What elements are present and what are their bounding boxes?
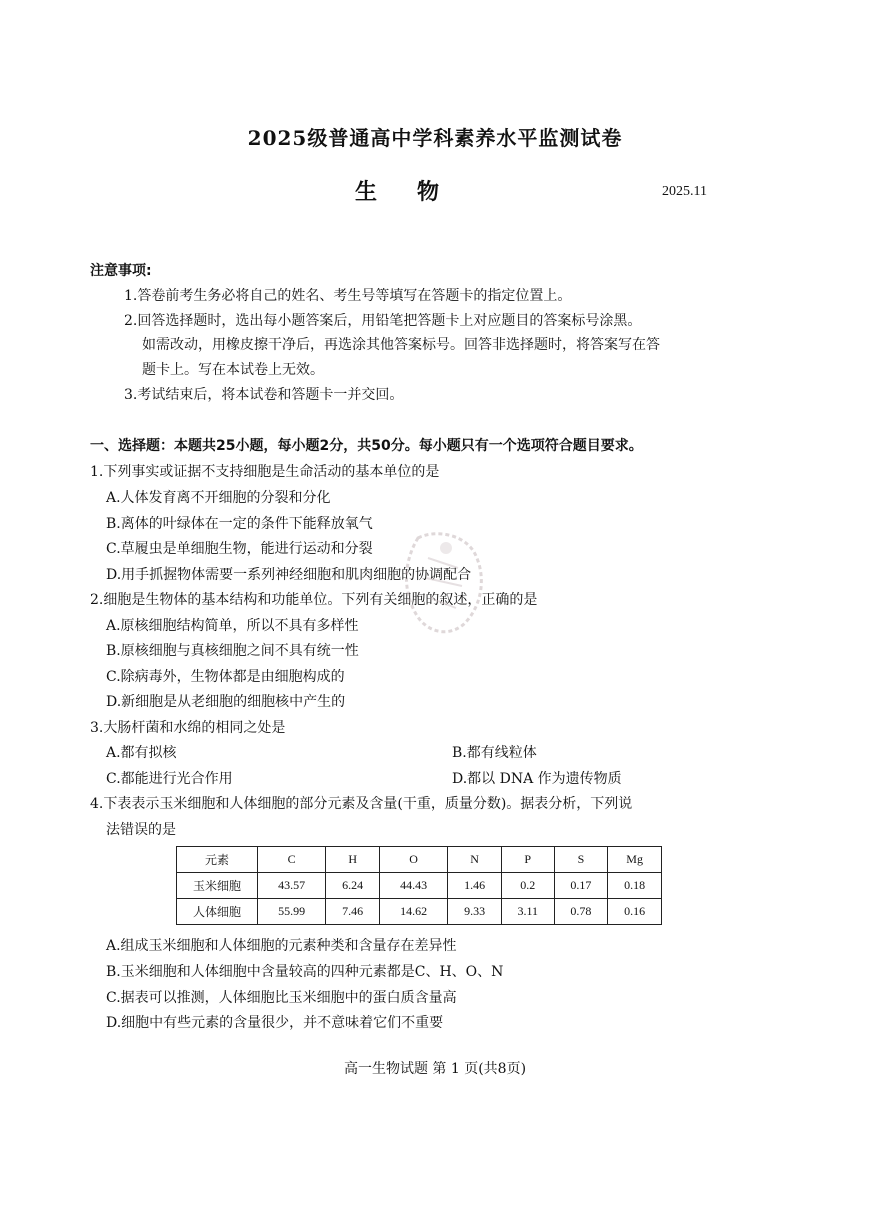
- table-cell: 人体细胞: [177, 899, 258, 925]
- section-heading: 一、选择题：本题共25小题，每小题2分，共50分。每小题只有一个选项符合题目要求。: [90, 438, 643, 454]
- question-option: D.用手抓握物体需要一系列神经细胞和肌肉细胞的协调配合: [106, 567, 472, 583]
- question-stem: 1.下列事实或证据不支持细胞是生命活动的基本单位的是: [90, 464, 440, 480]
- question-option: A.组成玉米细胞和人体细胞的元素种类和含量存在差异性: [106, 938, 457, 954]
- question-option: B.原核细胞与真核细胞之间不具有统一性: [106, 643, 359, 659]
- exam-title: 2025级普通高中学科素养水平监测试卷: [247, 126, 623, 150]
- question-option: C.除病毒外，生物体都是由细胞构成的: [106, 669, 345, 685]
- question-option: C.草履虫是单细胞生物，能进行运动和分裂: [106, 541, 373, 557]
- exam-date: 2025.11: [662, 184, 707, 199]
- question-option: B.都有线粒体: [452, 745, 537, 761]
- table-cell: 3.11: [501, 899, 554, 925]
- table-header-cell: 元素: [177, 847, 258, 873]
- notice-line: 2.回答选择题时，选出每小题答案后，用铅笔把答题卡上对应题目的答案标号涂黑。: [124, 313, 642, 329]
- question-option: C.据表可以推测，人体细胞比玉米细胞中的蛋白质含量高: [106, 990, 457, 1006]
- table-cell: 44.43: [379, 873, 447, 899]
- question-stem: 4.下表表示玉米细胞和人体细胞的部分元素及含量(干重，质量分数)。据表分析，下列说: [90, 796, 633, 812]
- watermark-stamp: [398, 528, 490, 640]
- notice-line: 如需改动，用橡皮擦干净后，再选涂其他答案标号。回答非选择题时，将答案写在答: [142, 337, 660, 353]
- question-stem: 3.大肠杆菌和水绵的相同之处是: [90, 720, 286, 736]
- table-cell: 43.57: [258, 873, 326, 899]
- question-option: A.都有拟核: [106, 745, 177, 761]
- table-header-cell: C: [258, 847, 326, 873]
- notice-line: 1.答卷前考生务必将自己的姓名、考生号等填写在答题卡的指定位置上。: [124, 288, 572, 304]
- table-header-cell: P: [501, 847, 554, 873]
- table-cell: 1.46: [448, 873, 502, 899]
- table-header-cell: H: [326, 847, 380, 873]
- question-option: D.新细胞是从老细胞的细胞核中产生的: [106, 694, 346, 710]
- table-header-cell: O: [379, 847, 447, 873]
- table-cell: 0.16: [608, 899, 662, 925]
- element-content-table: [176, 846, 662, 925]
- table-cell: 55.99: [258, 899, 326, 925]
- notice-line: 3.考试结束后，将本试卷和答题卡一并交回。: [124, 387, 404, 403]
- notice-title: 注意事项:: [90, 263, 152, 279]
- question-option: D.细胞中有些元素的含量很少，并不意味着它们不重要: [106, 1015, 444, 1031]
- question-stem: 2.细胞是生物体的基本结构和功能单位。下列有关细胞的叙述，正确的是: [90, 592, 538, 608]
- question-option: B.离体的叶绿体在一定的条件下能释放氧气: [106, 516, 373, 532]
- question-stem-continued: 法错误的是: [106, 822, 176, 838]
- table-row: [177, 873, 662, 899]
- question-option: C.都能进行光合作用: [106, 771, 233, 787]
- table-header-cell: N: [448, 847, 502, 873]
- table-header-cell: Mg: [608, 847, 662, 873]
- table-cell: 14.62: [379, 899, 447, 925]
- notice-line: 题卡上。写在本试卷上无效。: [142, 362, 324, 378]
- table-cell: 7.46: [326, 899, 380, 925]
- subject-title: 生物: [355, 179, 480, 205]
- table-cell: 0.17: [554, 873, 608, 899]
- question-option: D.都以 DNA 作为遗传物质: [452, 771, 622, 787]
- question-option: A.人体发育离不开细胞的分裂和分化: [106, 490, 331, 506]
- table-row: [177, 899, 662, 925]
- table-cell: 玉米细胞: [177, 873, 258, 899]
- table-cell: 0.2: [501, 873, 554, 899]
- table-cell: 0.18: [608, 873, 662, 899]
- table-cell: 0.78: [554, 899, 608, 925]
- question-option: B.玉米细胞和人体细胞中含量较高的四种元素都是C、H、O、N: [106, 964, 504, 980]
- table-cell: 9.33: [448, 899, 502, 925]
- page-footer: 高一生物试题 第 1 页(共8页): [343, 1061, 527, 1077]
- table-cell: 6.24: [326, 873, 380, 899]
- question-option: A.原核细胞结构简单，所以不具有多样性: [106, 618, 359, 634]
- table-header-cell: S: [554, 847, 608, 873]
- table-header-row: [177, 847, 662, 873]
